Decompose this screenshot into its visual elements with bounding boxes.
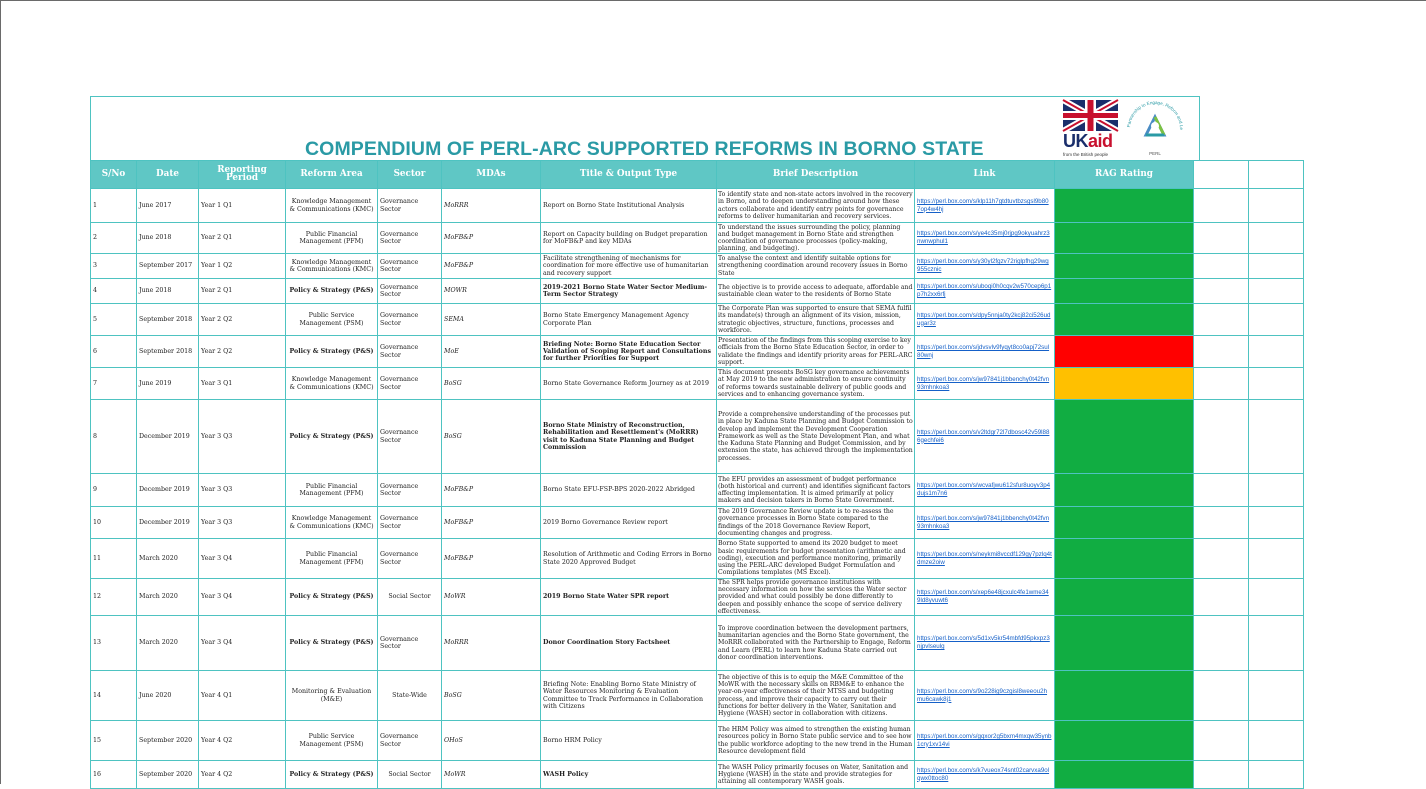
table-row — [91, 507, 1304, 539]
empty-cell[interactable] — [1249, 254, 1304, 279]
mda-cell: MoFB&P — [442, 539, 541, 579]
date-cell: March 2020 — [137, 539, 199, 579]
table-row — [91, 304, 1304, 336]
empty-cell[interactable] — [1194, 507, 1249, 539]
brief-description-cell: Presentation of the findings from this scoping exercise to key officials from the Borno State Education Sector, in order to validate the findings and identify priority areas for PERL-ARC support. — [718, 337, 913, 366]
rag-rating-cell — [1055, 368, 1194, 400]
rag-rating-cell — [1055, 474, 1194, 507]
rag-rating-cell — [1055, 336, 1194, 368]
rag-rating-cell — [1055, 539, 1194, 579]
empty-cell[interactable] — [1194, 336, 1249, 368]
rag-rating-cell — [1055, 507, 1194, 539]
mda-cell: SEMA — [442, 304, 541, 336]
date-cell: September 2018 — [137, 304, 199, 336]
period-cell: Year 1 Q2 — [199, 254, 286, 279]
link-cell[interactable]: https://perl.box.com/s/wcvafjwu612sfur8uoyv3p4dujs1m7n6 — [915, 474, 1055, 507]
sector-cell: Governance Sector — [378, 336, 442, 368]
sno-cell: 12 — [91, 579, 137, 616]
empty-cell[interactable] — [1194, 254, 1249, 279]
sno-cell: 11 — [91, 539, 137, 579]
link-cell[interactable]: https://perl.box.com/s/k7vueox74snt02carvxa9olqwx0ttoc80 — [915, 761, 1055, 789]
table-row — [91, 761, 1304, 789]
title-cell: Borno State Governance Reform Journey as at 2019 — [541, 368, 717, 400]
sno-cell: 7 — [91, 368, 137, 400]
empty-cell[interactable] — [1194, 189, 1249, 223]
brief-description-cell: The objective is to provide access to adequate, affordable and sustainable clean water to the residents of Borno State — [717, 279, 915, 304]
title-cell: Borno State Ministry of Reconstruction, Rehabilitation and Resettlement's (MoRRR) visit to Kaduna State Planning and Budget Commission — [541, 400, 717, 474]
brief-description-cell: To improve coordination between the development partners, humanitarian agencies and the Borno State government, the MoRRR collaborated with the Partnership to Engage, Reform and Learn (PERL) to learn how Kaduna State carried out donor coordination interventions. — [717, 616, 915, 671]
reform-area-cell: Policy & Strategy (P&S) — [286, 336, 378, 368]
link-cell[interactable]: https://perl.box.com/s/gqxor2g5bxm4mxqw35ynb1cry1xv14vi — [915, 721, 1055, 761]
mda-cell: MoE — [442, 336, 541, 368]
period-cell: Year 2 Q2 — [199, 336, 286, 368]
link-cell[interactable]: https://perl.box.com/s/jdvsvlv9fyqyt8co0apj72sul80wnj — [915, 336, 1055, 368]
title-cell: Borno State EFU-FSP-BPS 2020-2022 Abridged — [541, 474, 717, 507]
rag-rating-cell — [1055, 254, 1194, 279]
brief-description-cell: The objective of this is to equip the M&E Committee of the MoWR with the necessary skills on RBM&E to enhance the year-on-year effectiveness of their MTSS and budgeting process, and improve their capacity to carry out their functions for better delivery in the Water, Sanitation and Hygiene (WASH) sector in collaboration with citizens. — [717, 671, 915, 721]
reform-area-cell: Public Financial Management (PFM) — [286, 539, 378, 579]
sno-cell: 2 — [91, 223, 137, 254]
link-cell[interactable]: https://perl.box.com/s/xep6e48jcxulc4fe1wme349ld8yvuwt6 — [915, 579, 1055, 616]
period-cell: Year 4 Q1 — [199, 671, 286, 721]
rag-rating-cell — [1055, 671, 1194, 721]
empty-cell[interactable] — [1249, 474, 1304, 507]
reform-area-cell: Policy & Strategy (P&S) — [286, 279, 378, 304]
link-cell[interactable]: https://perl.box.com/s/neykmi8vccdf129gy7pzlq4tdmze2oiw — [915, 539, 1055, 579]
reform-area-cell: Public Financial Management (PFM) — [286, 474, 378, 507]
rag-rating-cell — [1055, 400, 1194, 474]
sno-cell: 6 — [91, 336, 137, 368]
mda-cell: MoFB&P — [442, 223, 541, 254]
sector-cell: Governance Sector — [378, 279, 442, 304]
brief-description-cell: This document presents BoSG key governance achievements at May 2019 to the new administration to ensure continuity of reforms towards sustainable delivery of public goods and services and to enhancing governance system. — [717, 368, 915, 400]
link-cell[interactable]: https://perl.box.com/s/dpy5nnja0ty2kcj82ci526udugar3z — [915, 304, 1055, 336]
date-cell: December 2019 — [137, 507, 199, 539]
col-header-mdas[interactable]: MDAs — [442, 161, 541, 189]
empty-cell[interactable] — [1249, 579, 1304, 616]
empty-cell[interactable] — [1249, 761, 1304, 789]
link-cell[interactable]: https://perl.box.com/s/9o228ig9czgisl8weeou2hmu6cawk8j1 — [915, 671, 1055, 721]
date-cell: September 2020 — [137, 761, 199, 789]
title-cell: Facilitate strengthening of mechanisms for coordination for more effective use of humanitarian and recovery support — [541, 254, 717, 279]
table-row — [91, 474, 1304, 507]
title-cell: 2019-2021 Borno State Water Sector Medium-Term Sector Strategy — [541, 279, 717, 304]
brief-description-cell: The HRM Policy was aimed to strengthen the existing human resources policy in Borno State public service and to see how the public workforce adopting to the new trend in the Human Resource development field — [717, 721, 915, 761]
title-cell: Briefing Note: Borno State Education Sector Validation of Scoping Report and Consultations for further Priorities for Support — [541, 336, 717, 368]
sno-cell: 1 — [91, 189, 137, 223]
brief-description-cell: The EFU provides an assessment of budget performance (both historical and current) and identifies significant factors affecting implementation. It is aimed primarily at policy makers and decision takers in Borno State Government. — [717, 474, 915, 507]
title-cell: Borno State Emergency Management Agency Corporate Plan — [541, 304, 717, 336]
sector-cell: Social Sector — [378, 761, 442, 789]
brief-description-cell: The SPR helps provide governance institutions with necessary information on how the services the Water sector provided and what could possibly be done differently to deepen and possibly enhance the scope of service delivery effectiveness. — [717, 579, 915, 616]
reform-area-cell: Policy & Strategy (P&S) — [286, 616, 378, 671]
mda-cell: MoFB&P — [442, 507, 541, 539]
empty-cell[interactable] — [1249, 671, 1304, 721]
sector-cell: Governance Sector — [378, 189, 442, 223]
perl-logo-icon — [1120, 97, 1190, 159]
rag-rating-cell — [1055, 761, 1194, 789]
col-header-sno[interactable]: S/No — [91, 161, 137, 189]
period-cell: Year 2 Q1 — [199, 223, 286, 254]
mda-cell: BoSG — [442, 671, 541, 721]
empty-cell[interactable] — [1249, 400, 1304, 474]
empty-cell[interactable] — [1194, 616, 1249, 671]
brief-description-cell: Provide a comprehensive understanding of the processes put in place by Kaduna State Planning and Budget Commission to develop and implement the Development Cooperation Framework as well as the State Development Plan, and what the Kaduna State Planning and Budget Commission, and by extension the state, has achieved through the implementation processes. — [717, 400, 915, 474]
brief-description-cell: To understand the issues surrounding the policy, planning and budget management in Borno State and strengthen coordination of governance processes (policy-making, planning, and budgeting). — [717, 223, 915, 254]
period-cell: Year 4 Q2 — [199, 761, 286, 789]
table-body — [91, 189, 1304, 789]
empty-cell[interactable] — [1194, 721, 1249, 761]
col-header-title[interactable]: Title & Output Type — [541, 161, 717, 189]
empty-cell[interactable] — [1249, 616, 1304, 671]
link-cell[interactable]: https://perl.box.com/s/y30yl2fgzv72riglpfhg29wg955cznic — [915, 254, 1055, 279]
mda-cell: MoRRR — [442, 189, 541, 223]
sector-cell: Governance Sector — [378, 304, 442, 336]
sector-cell: Governance Sector — [378, 616, 442, 671]
empty-cell[interactable] — [1249, 368, 1304, 400]
reform-area-cell: Monitoring & Evaluation (M&E) — [286, 671, 378, 721]
mda-cell: OHoS — [442, 721, 541, 761]
perl-logo-text: PERL — [1149, 151, 1161, 156]
window-border-top — [0, 0, 1426, 1]
col-header-sector[interactable]: Sector — [378, 161, 442, 189]
table-row — [91, 279, 1304, 304]
reforms-table — [90, 160, 1304, 789]
table-row — [91, 579, 1304, 616]
empty-cell[interactable] — [1194, 223, 1249, 254]
title-cell: 2019 Borno State Water SPR report — [541, 579, 717, 616]
sno-cell: 8 — [91, 400, 137, 474]
period-cell: Year 3 Q3 — [199, 400, 286, 474]
empty-cell[interactable] — [1249, 507, 1304, 539]
empty-cell[interactable] — [1249, 721, 1304, 761]
title-cell: Briefing Note: Enabling Borno State Ministry of Water Resources Monitoring & Evaluation Committee to Track Performance in Collaboration with Citizens — [541, 671, 717, 721]
col-header-rag-rating[interactable]: RAG Rating — [1055, 161, 1194, 189]
link-cell[interactable]: https://perl.box.com/s/5d1xv5kr54mbfd95pkxpz3njpvlseulg — [915, 616, 1055, 671]
sector-cell: Governance Sector — [378, 368, 442, 400]
period-cell: Year 4 Q2 — [199, 721, 286, 761]
sector-cell: Governance Sector — [378, 539, 442, 579]
link-cell[interactable]: https://perl.box.com/s/jw97841j1bbenchy0t42fvn93mhnkoa3 — [915, 368, 1055, 400]
table-row — [91, 368, 1304, 400]
reform-area-cell: Knowledge Management & Communications (KMC) — [286, 507, 378, 539]
table-row — [91, 539, 1304, 579]
brief-description-cell: To analyse the context and identify suitable options for strengthening coordination around recovery issues in Borno State — [717, 254, 915, 279]
rag-rating-cell — [1055, 616, 1194, 671]
svg-text:Partnership to Engage, Reform: Partnership to Engage, Reform and Le — [1126, 99, 1185, 131]
date-cell: September 2020 — [137, 721, 199, 761]
period-cell: Year 2 Q2 — [199, 304, 286, 336]
col-header-brief-description[interactable]: Brief Description — [717, 161, 915, 189]
reform-area-cell: Knowledge Management & Communications (KMC) — [286, 368, 378, 400]
empty-cell[interactable] — [1249, 279, 1304, 304]
period-cell: Year 3 Q3 — [199, 507, 286, 539]
rag-rating-cell — [1055, 189, 1194, 223]
empty-cell[interactable] — [1194, 539, 1249, 579]
empty-cell[interactable] — [1249, 336, 1304, 368]
period-cell: Year 3 Q4 — [199, 539, 286, 579]
sno-cell: 5 — [91, 304, 137, 336]
empty-header-cell[interactable] — [1249, 161, 1304, 189]
sno-cell: 16 — [91, 761, 137, 789]
rag-rating-cell — [1055, 579, 1194, 616]
period-cell: Year 1 Q1 — [199, 189, 286, 223]
rag-rating-cell — [1055, 721, 1194, 761]
table-row — [91, 223, 1304, 254]
mda-cell: MoFB&P — [442, 474, 541, 507]
brief-description-cell: The 2019 Governance Review update is to re-assess the governance processes in Borno State compared to the findings of the 2018 Governance Review Report, documenting changes and progress. — [717, 507, 915, 539]
empty-cell[interactable] — [1194, 671, 1249, 721]
title-cell: Donor Coordination Story Factsheet — [541, 616, 717, 671]
period-cell: Year 3 Q4 — [199, 579, 286, 616]
table-row — [91, 400, 1304, 474]
link-cell[interactable]: https://perl.box.com/s/v2ltdgr72l7dbosc42v59l886gechfei6 — [915, 400, 1055, 474]
col-header-reporting-period[interactable]: Reporting Period — [199, 161, 286, 189]
link-cell[interactable]: https://perl.box.com/s/klp11h7gtdtuvtbzsgsl9b807op4w4hj — [915, 189, 1055, 223]
sector-cell: Governance Sector — [378, 507, 442, 539]
table-header-row — [91, 161, 1304, 189]
date-cell: June 2019 — [137, 368, 199, 400]
mda-cell: MoWR — [442, 761, 541, 789]
empty-cell[interactable] — [1194, 279, 1249, 304]
reform-area-cell: Knowledge Management & Communications (KMC) — [286, 189, 378, 223]
rag-rating-cell — [1055, 223, 1194, 254]
mda-cell: BoSG — [442, 400, 541, 474]
ukaid-logo-text: UKaid — [1063, 131, 1113, 151]
sector-cell: Governance Sector — [378, 223, 442, 254]
sno-cell: 4 — [91, 279, 137, 304]
period-cell: Year 3 Q4 — [199, 616, 286, 671]
mda-cell: MOWR — [442, 279, 541, 304]
reform-area-cell: Public Service Management (PSM) — [286, 721, 378, 761]
page-title: COMPENDIUM OF PERL-ARC SUPPORTED REFORMS IN BORNO STATE — [305, 138, 984, 160]
date-cell: June 2018 — [137, 279, 199, 304]
table-row — [91, 254, 1304, 279]
reform-area-cell: Policy & Strategy (P&S) — [286, 579, 378, 616]
title-cell: WASH Policy — [541, 761, 717, 789]
period-cell: Year 2 Q1 — [199, 279, 286, 304]
title-cell: 2019 Borno Governance Review report — [541, 507, 717, 539]
empty-cell[interactable] — [1194, 400, 1249, 474]
sno-cell: 10 — [91, 507, 137, 539]
sno-cell: 13 — [91, 616, 137, 671]
period-cell: Year 3 Q3 — [199, 474, 286, 507]
table-row — [91, 336, 1304, 368]
brief-description-cell: Borno State supported to amend its 2020 budget to meet basic requirements for budget presentation (arithmetic and coding), execution and performance monitoring, primarily using the PERL-ARC developed Budget Formulation and Compilations templates (MS Excel). — [717, 539, 915, 579]
sno-cell: 9 — [91, 474, 137, 507]
empty-cell[interactable] — [1194, 761, 1249, 789]
empty-cell[interactable] — [1194, 304, 1249, 336]
date-cell: December 2019 — [137, 400, 199, 474]
empty-cell[interactable] — [1194, 474, 1249, 507]
window-border-left — [0, 0, 1, 784]
sno-cell: 14 — [91, 671, 137, 721]
reform-area-cell: Policy & Strategy (P&S) — [286, 400, 378, 474]
reform-area-cell: Policy & Strategy (P&S) — [286, 761, 378, 789]
mda-cell: MoFB&P — [442, 254, 541, 279]
rag-rating-cell — [1055, 279, 1194, 304]
reform-area-cell: Knowledge Management & Communications (KMC) — [286, 254, 378, 279]
mda-cell: BoSG — [442, 368, 541, 400]
reform-area-cell: Public Financial Management (PFM) — [286, 223, 378, 254]
sector-cell: Governance Sector — [378, 254, 442, 279]
mda-cell: MoRRR — [442, 616, 541, 671]
table-row — [91, 721, 1304, 761]
col-header-link[interactable]: Link — [915, 161, 1055, 189]
col-header-reform-area[interactable]: Reform Area — [286, 161, 378, 189]
empty-cell[interactable] — [1249, 189, 1304, 223]
sector-cell: Governance Sector — [378, 474, 442, 507]
brief-description-cell: The WASH Policy primarily focuses on Water, Sanitation and Hygiene (WASH) in the state and provide strategies for attaining all contemporary WASH goals. — [717, 761, 915, 789]
sector-cell: Governance Sector — [378, 721, 442, 761]
title-cell: Report on Borno State Institutional Analysis — [541, 189, 717, 223]
link-cell[interactable]: https://perl.box.com/s/ye4c35mj0rjpg9okyuahrz3nwnwphul1 — [915, 223, 1055, 254]
date-cell: June 2020 — [137, 671, 199, 721]
table-row — [91, 616, 1304, 671]
empty-cell[interactable] — [1249, 223, 1304, 254]
date-cell: June 2017 — [137, 189, 199, 223]
title-cell: Report on Capacity building on Budget preparation for MoFB&P and key MDAs — [541, 223, 717, 254]
sno-cell: 3 — [91, 254, 137, 279]
col-header-date[interactable]: Date — [137, 161, 199, 189]
title-cell: Borno HRM Policy — [541, 721, 717, 761]
date-cell: September 2017 — [137, 254, 199, 279]
date-cell: September 2018 — [137, 336, 199, 368]
sector-cell: Governance Sector — [378, 400, 442, 474]
empty-cell[interactable] — [1194, 579, 1249, 616]
brief-description-cell: The Corporate Plan was supported to ensure that SEMA fulfil its mandate(s) through an alignment of its vision, mission, strategic objectives, structure, functions, processes and workforce. — [717, 304, 915, 336]
sector-cell: State-Wide — [378, 671, 442, 721]
table-row — [91, 671, 1304, 721]
table-row — [91, 189, 1304, 223]
empty-cell[interactable] — [1194, 368, 1249, 400]
period-cell: Year 3 Q1 — [199, 368, 286, 400]
sno-cell: 15 — [91, 721, 137, 761]
link-cell[interactable]: https://perl.box.com/s/jw97841j1bbenchy0t42fvn93mhnkoa3 — [915, 507, 1055, 539]
rag-rating-cell — [1055, 304, 1194, 336]
reform-area-cell: Public Service Management (PSM) — [286, 304, 378, 336]
ukaid-tagline: from the British people — [1063, 152, 1109, 157]
date-cell: June 2018 — [137, 223, 199, 254]
empty-cell[interactable] — [1249, 539, 1304, 579]
link-cell[interactable]: https://perl.box.com/s/uboqi0h0cqv2w570cep6p1p7h2xx6rfj — [915, 279, 1055, 304]
brief-description-cell: To identify state and non-state actors involved in the recovery in Borno, and to deepen understanding around how these actors collaborate and identify entry points for governance reforms to deliver humanitarian and recovery services. — [717, 189, 915, 223]
sector-cell: Social Sector — [378, 579, 442, 616]
date-cell: March 2020 — [137, 616, 199, 671]
date-cell: March 2020 — [137, 579, 199, 616]
mda-cell: MoWR — [442, 579, 541, 616]
empty-cell[interactable] — [1249, 304, 1304, 336]
empty-header-cell[interactable] — [1194, 161, 1249, 189]
date-cell: December 2019 — [137, 474, 199, 507]
title-cell: Resolution of Arithmetic and Coding Errors in Borno State 2020 Approved Budget — [541, 539, 717, 579]
